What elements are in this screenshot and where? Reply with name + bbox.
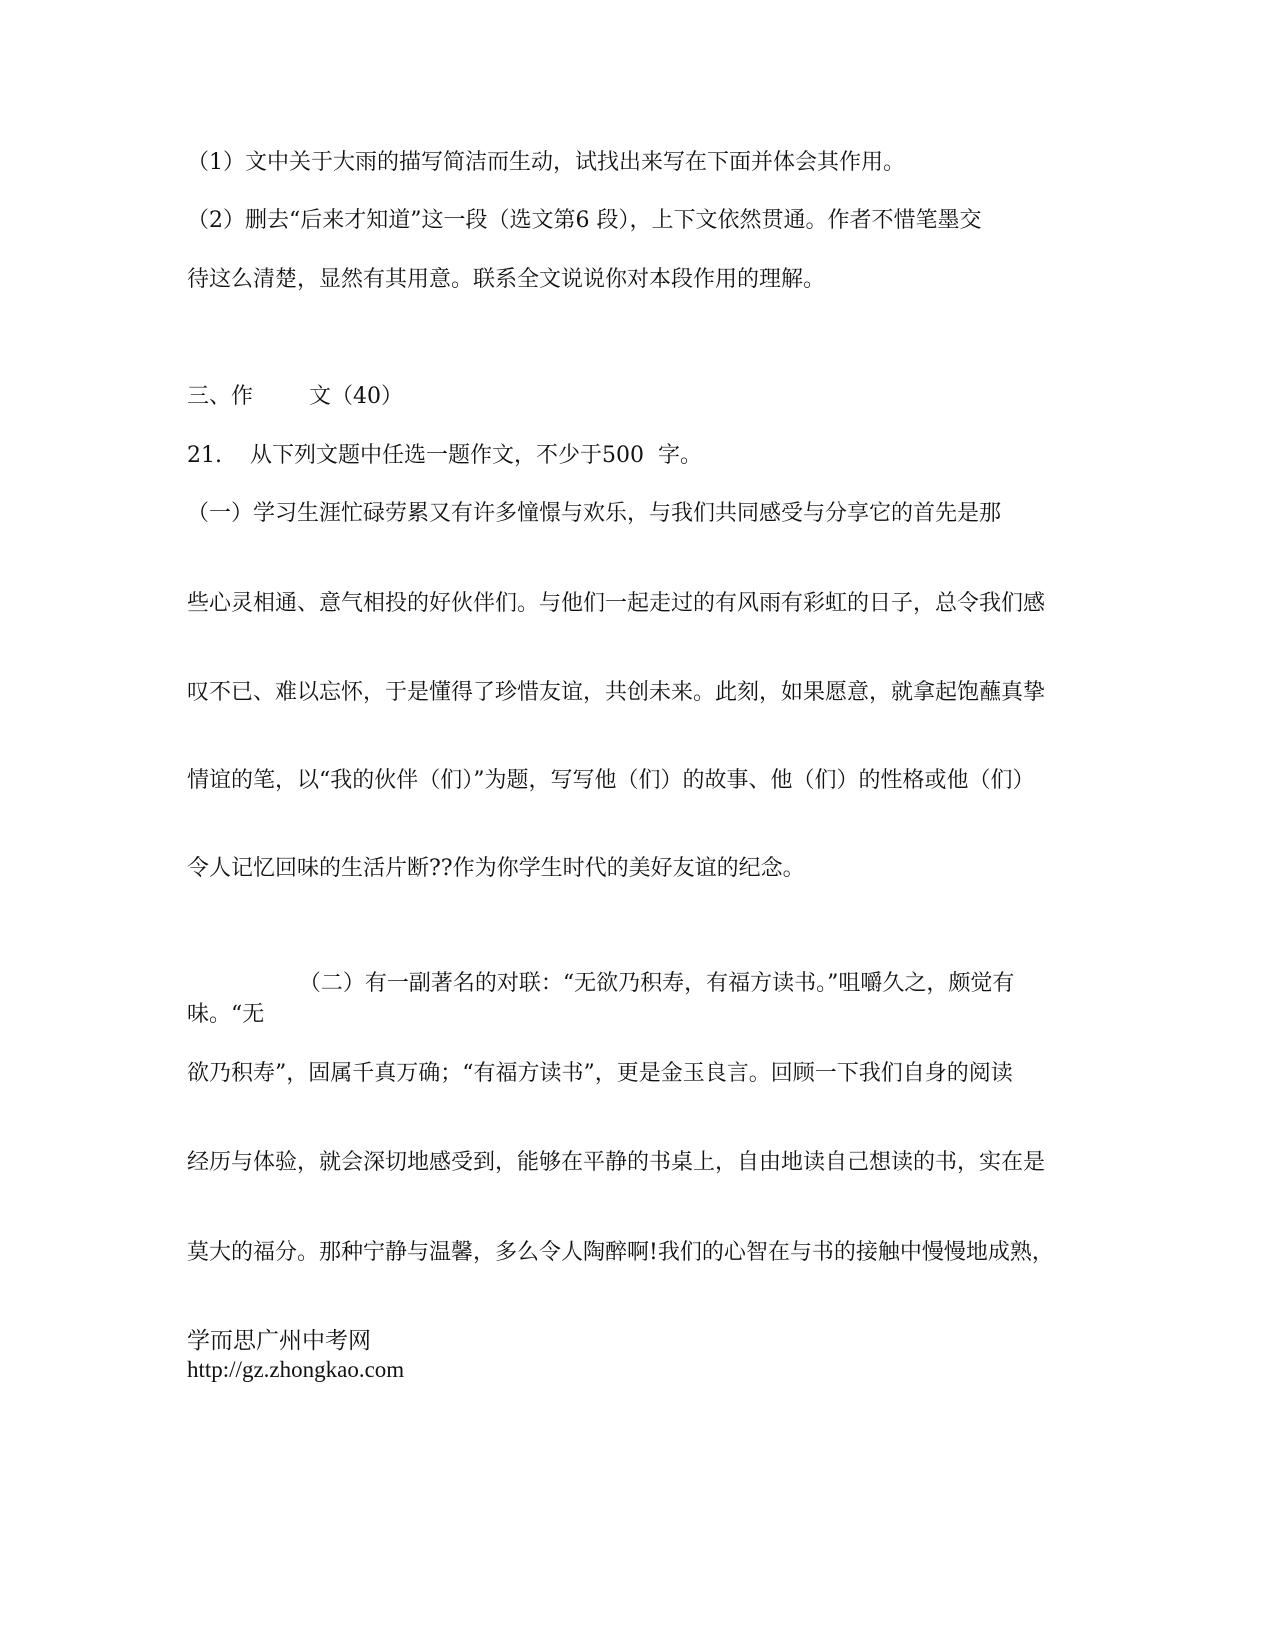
option-2-line-3: 经历与体验，就会深切地感受到，能够在平静的书桌上，自由地读自己想读的书，实在是 bbox=[187, 1150, 1046, 1175]
footer-site-name: 学而思广州中考网 bbox=[187, 1328, 371, 1353]
question-2-line-2: 待这么清楚，显然有其用意。联系全文说说你对本段作用的理解。 bbox=[187, 267, 826, 292]
footer-url: http://gz.zhongkao.com bbox=[187, 1357, 405, 1382]
question-21: 21. 从下列文题中任选一题作文，不少于500 字。 bbox=[187, 443, 702, 468]
section-heading-composition: 三、作 文（40） bbox=[187, 384, 403, 409]
option-2-line-1: （二）有一副著名的对联：“无欲乃积寿，有福方读书。”咀嚼久之，颇觉有味。“无 bbox=[187, 971, 1015, 1027]
option-1-line-2: 些心灵相通、意气相投的好伙伴们。与他们一起走过的有风雨有彩虹的日子，总令我们感 bbox=[187, 591, 1046, 616]
question-2-line-1: （2）删去“后来才知道”这一段（选文第6 段），上下文依然贯通。作者不惜笔墨交 bbox=[187, 208, 982, 233]
option-2-line-4: 莫大的福分。那种宁静与温馨，多么令人陶醉啊!我们的心智在与书的接触中慢慢地成熟， bbox=[187, 1240, 1054, 1265]
option-1-line-1: （一）学习生涯忙碌劳累又有许多憧憬与欢乐，与我们共同感受与分享它的首先是那 bbox=[187, 501, 1002, 526]
option-2-line-2: 欲乃积寿”，固属千真万确；“有福方读书”，更是金玉良言。回顾一下我们自身的阅读 bbox=[187, 1061, 1013, 1086]
option-1-line-5: 令人记忆回味的生活片断??作为你学生时代的美好友谊的纪念。 bbox=[187, 856, 805, 881]
option-1-line-4: 情谊的笔，以“我的伙伴（们）”为题，写写他（们）的故事、他（们）的性格或他（们） bbox=[187, 768, 1035, 793]
question-1: （1）文中关于大雨的描写简洁而生动，试找出来写在下面并体会其作用。 bbox=[187, 150, 905, 175]
option-1-line-3: 叹不已、难以忘怀，于是懂得了珍惜友谊，共创未来。此刻，如果愿意，就拿起饱蘸真挚 bbox=[187, 680, 1046, 705]
